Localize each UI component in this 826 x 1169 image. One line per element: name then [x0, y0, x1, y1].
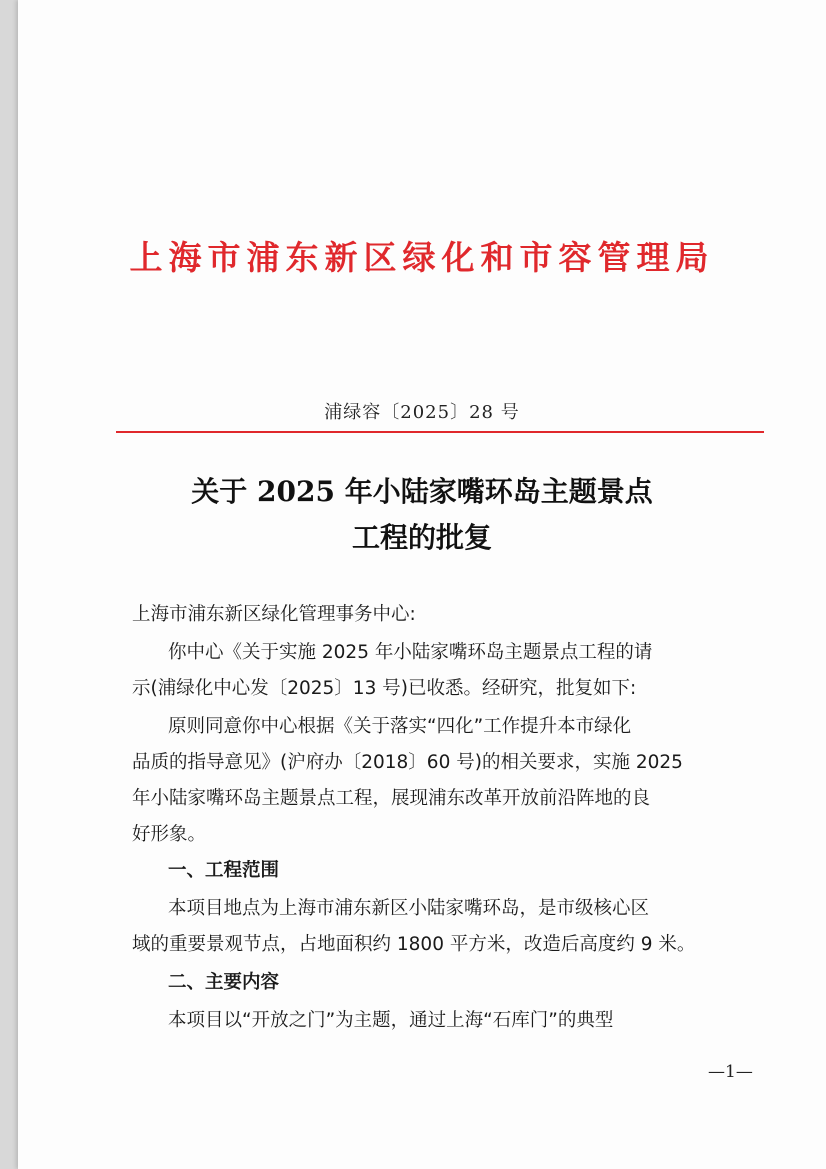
document-page	[18, 0, 826, 1169]
paragraph-line: 你中心《关于实施 2025 年小陆家嘴环岛主题景点工程的请	[168, 642, 653, 663]
section-heading-scope: 一、工程范围	[168, 860, 280, 881]
paragraph-line: 示(浦绿化中心发〔2025〕13 号)已收悉。经研究，批复如下:	[132, 678, 637, 699]
paragraph-line: 好形象。	[132, 824, 207, 845]
document-title-line-1: 关于 2025 年小陆家嘴环岛主题景点	[191, 475, 653, 508]
paragraph-line: 品质的指导意见》(沪府办〔2018〕60 号)的相关要求，实施 2025	[132, 752, 683, 773]
paragraph-line: 年小陆家嘴环岛主题景点工程，展现浦东改革开放前沿阵地的良	[132, 788, 651, 809]
red-divider	[116, 431, 764, 433]
document-title-line-2: 工程的批复	[351, 521, 492, 554]
paragraph-line: 原则同意你中心根据《关于落实“四化”工作提升本市绿化	[168, 716, 632, 737]
addressee: 上海市浦东新区绿化管理事务中心:	[132, 604, 416, 625]
paragraph-line: 本项目地点为上海市浦东新区小陆家嘴环岛，是市级核心区	[168, 898, 650, 919]
paragraph-line: 本项目以“开放之门”为主题，通过上海“石库门”的典型	[168, 1010, 614, 1031]
section-heading-content: 二、主要内容	[168, 972, 280, 993]
paragraph-line: 域的重要景观节点，占地面积约 1800 平方米，改造后高度约 9 米。	[132, 934, 696, 955]
page-number: —1—	[708, 1062, 753, 1082]
issuing-agency: 上海市浦东新区绿化和市容管理局	[129, 238, 715, 277]
document-number: 浦绿容〔2025〕28 号	[324, 402, 520, 423]
